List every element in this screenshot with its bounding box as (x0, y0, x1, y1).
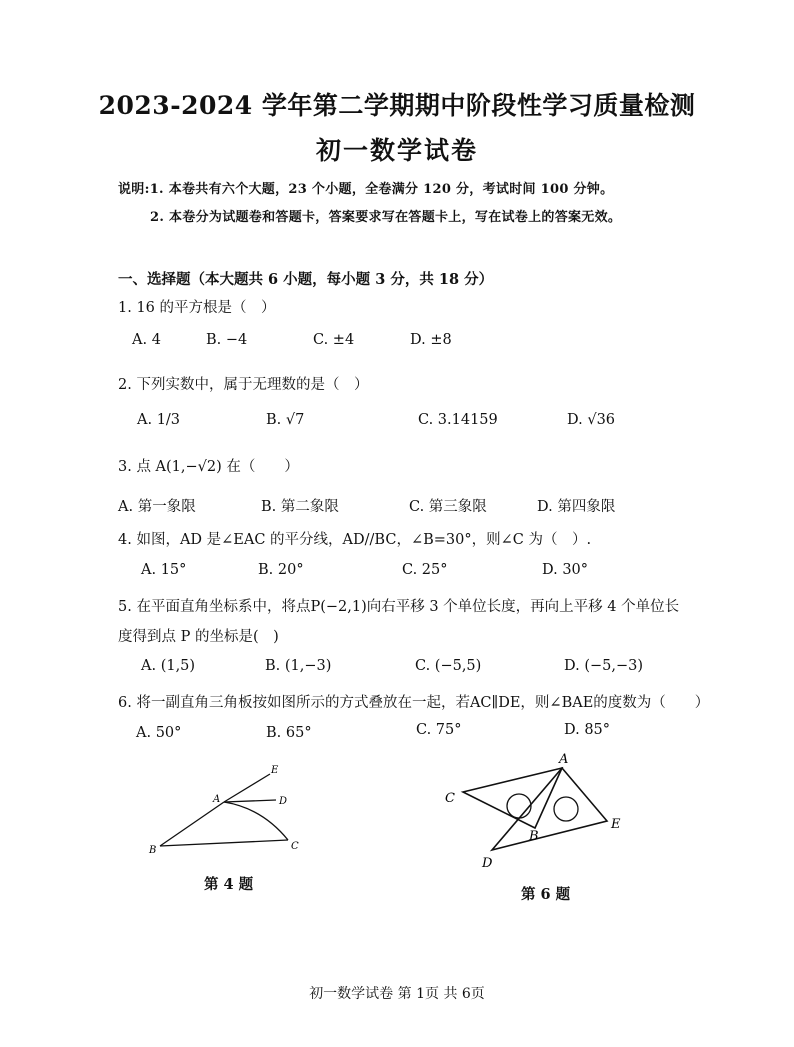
question-4-option-d: D. 30° (542, 562, 589, 578)
page-footer: 初一数学试卷 第 1页 共 6页 (309, 986, 485, 1002)
question-6-option-c: C. 75° (416, 722, 462, 738)
question-2-option-b: B. √7 (266, 412, 305, 428)
triangle-hole-right (554, 797, 578, 821)
question-6-option-b: B. 65° (266, 725, 312, 741)
figure-6-diagram (440, 748, 640, 873)
question-1-option-a: A. 4 (132, 332, 161, 348)
question-3-option-a: A. 第一象限 (118, 499, 196, 515)
figure-4-diagram (140, 760, 320, 860)
question-2-option-c: C. 3.14159 (418, 412, 498, 428)
fig4-label-e: E (271, 765, 279, 776)
question-1-option-b: B. −4 (206, 332, 248, 348)
segment-ae (224, 774, 270, 802)
exam-subtitle: 初一数学试卷 (315, 136, 478, 165)
question-3-option-c: C. 第三象限 (409, 499, 487, 515)
fig6-label-d: D (482, 856, 493, 871)
question-3-option-d: D. 第四象限 (537, 499, 616, 515)
triangle-hole-left (507, 794, 531, 818)
question-2-option-a: A. 1/3 (137, 412, 181, 428)
section-heading: 一、选择题（本大题共 6 小题，每小题 3 分，共 18 分） (118, 271, 494, 288)
question-4-option-c: C. 25° (402, 562, 448, 578)
instruction-line-2: 2. 本卷分为试题卷和答题卡，答案要求写在答题卡上，写在试卷上的答案无效。 (150, 210, 622, 225)
question-5-option-b: B. (1,−3) (265, 658, 332, 674)
question-4-option-a: A. 15° (141, 562, 187, 578)
question-1-stem: 1. 16 的平方根是（ ） (118, 300, 276, 316)
question-6-option-d: D. 85° (564, 722, 611, 738)
question-3-stem: 3. 点 A(1,−√2) 在（ ） (118, 459, 299, 475)
fig6-label-c: C (445, 791, 455, 806)
question-4-stem: 4. 如图，AD 是∠EAC 的平分线，AD//BC，∠B=30°，则∠C 为（ ）. (118, 532, 592, 548)
question-5-option-a: A. (1,5) (141, 658, 196, 674)
fig6-label-a: A (559, 752, 569, 767)
fig4-label-d: D (279, 796, 288, 807)
instruction-line-1: 说明:1. 本卷共有六个大题，23 个小题，全卷满分 120 分，考试时间 100 分钟。 (118, 182, 614, 197)
fig4-label-a: A (213, 794, 221, 805)
question-2-stem: 2. 下列实数中，属于无理数的是（ ） (118, 377, 369, 393)
figure-4-caption: 第 4 题 (204, 876, 254, 893)
question-5-option-d: D. (−5,−3) (564, 658, 643, 674)
triangle-abc (463, 768, 562, 828)
question-5-option-c: C. (−5,5) (415, 658, 482, 674)
segment-bc (160, 840, 288, 846)
figure-6-caption: 第 6 题 (521, 886, 571, 903)
question-1-option-c: C. ±4 (313, 332, 355, 348)
fig6-label-e: E (611, 817, 621, 832)
question-5-stem-line-2: 度得到点 P 的坐标是( ) (118, 629, 279, 645)
question-4-option-b: B. 20° (258, 562, 304, 578)
exam-title: 2023-2024 学年第二学期期中阶段性学习质量检测 (98, 91, 696, 120)
question-5-stem-line-1: 5. 在平面直角坐标系中，将点P(−2,1)向右平移 3 个单位长度，再向上平移 4 个单位长 (118, 599, 680, 615)
segment-ac (224, 802, 288, 840)
fig4-label-b: B (149, 845, 157, 856)
segment-ab (160, 802, 224, 846)
segment-ad (224, 800, 276, 802)
question-2-option-d: D. √36 (567, 412, 616, 428)
question-1-option-d: D. ±8 (410, 332, 452, 348)
fig4-label-c: C (291, 841, 299, 852)
question-6-stem: 6. 将一副直角三角板按如图所示的方式叠放在一起，若AC∥DE，则∠BAE的度数为（ ） (118, 695, 710, 711)
question-3-option-b: B. 第二象限 (261, 499, 339, 515)
fig6-label-b: B (529, 829, 539, 844)
question-6-option-a: A. 50° (136, 725, 182, 741)
